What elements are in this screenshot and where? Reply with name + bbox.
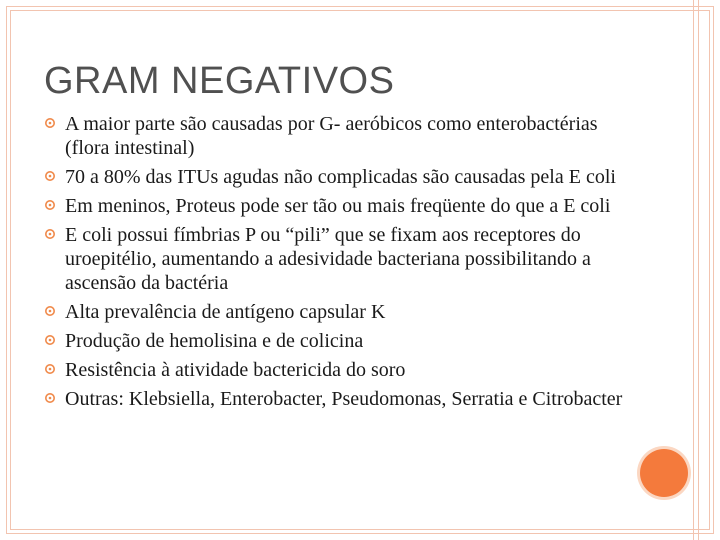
- decorative-orange-circle: [640, 449, 688, 497]
- slide-title: GRAM NEGATIVOS: [44, 60, 395, 102]
- decorative-vertical-line: [698, 0, 699, 540]
- decorative-vertical-line: [693, 0, 694, 540]
- cog-bullet-icon: [44, 363, 56, 375]
- bullet-item: [44, 194, 644, 218]
- bullet-text: Alta prevalência de antígeno capsular K: [65, 301, 386, 323]
- bullet-text: Resistência à atividade bactericida do soro: [65, 359, 406, 381]
- bullet-item: [44, 300, 644, 324]
- bullet-item: [44, 165, 644, 189]
- cog-bullet-icon: [44, 170, 56, 182]
- bullet-text: E coli possui fímbrias P ou “pili” que se fixam aos receptores do uroepitélio, aumentando a adesividade bacteriana possibilitando a ascensão da bactéria: [65, 224, 591, 294]
- bullet-text: Em meninos, Proteus pode ser tão ou mais freqüente do que a E coli: [65, 195, 611, 217]
- cog-bullet-icon: [44, 199, 56, 211]
- cog-bullet-icon: [44, 392, 56, 404]
- bullet-text: Outras: Klebsiella, Enterobacter, Pseudomonas, Serratia e Citrobacter: [65, 388, 623, 410]
- bullet-item: [44, 329, 644, 353]
- bullet-item: [44, 358, 644, 382]
- bullet-item: [44, 223, 644, 295]
- bullet-text: A maior parte são causadas por G- aeróbicos como enterobactérias (flora intestinal): [65, 113, 598, 159]
- cog-bullet-icon: [44, 228, 56, 240]
- cog-bullet-icon: [44, 334, 56, 346]
- cog-bullet-icon: [44, 305, 56, 317]
- bullet-text: 70 a 80% das ITUs agudas não complicadas são causadas pela E coli: [65, 166, 616, 188]
- bullet-text: Produção de hemolisina e de colicina: [65, 330, 364, 352]
- bullet-item: [44, 387, 644, 411]
- bullet-list: [44, 112, 644, 416]
- bullet-item: [44, 112, 644, 160]
- cog-bullet-icon: [44, 117, 56, 129]
